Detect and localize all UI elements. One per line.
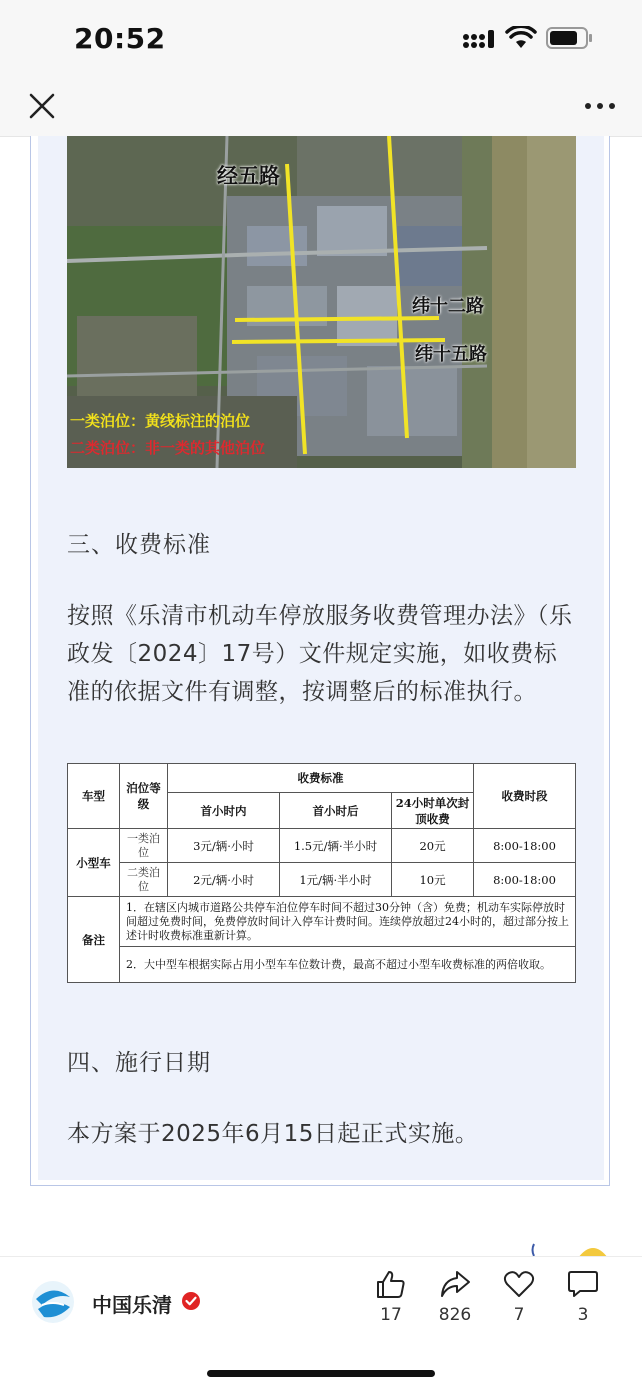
vehicle-small: 小型车 [68,829,120,897]
wifi-icon [505,26,537,50]
cellular-signal-icon [462,28,496,50]
cell-charge-period: 8:00-18:00 [474,863,576,897]
road-label: 经五路 [217,164,280,188]
section-title: 三、收费标准 [67,532,211,558]
like-count: 17 [380,1305,402,1325]
share-arrow-icon [439,1269,471,1299]
cell-after-first-hour: 1元/辆·半小时 [280,863,392,897]
verified-badge-icon [181,1291,201,1311]
remark-item: 2．大中型车根据实际占用小型车车位数计费，最高不超过小型车收费标准的两倍收取。 [120,947,576,983]
header-daily-cap: 24小时单次封顶收费 [392,793,474,829]
thumbs-up-icon [375,1269,407,1299]
favorite-button[interactable] [489,1269,549,1325]
more-options-icon[interactable] [580,92,620,120]
table-row [68,863,576,897]
cell-level: 一类泊位 [120,829,168,863]
battery-icon [546,27,592,49]
status-time: 20:52 [74,22,166,55]
cell-first-hour: 2元/辆·小时 [168,863,280,897]
home-indicator[interactable] [207,1370,435,1377]
comment-bubble-icon [567,1269,599,1299]
cell-charge-period: 8:00-18:00 [474,829,576,863]
like-button[interactable] [361,1269,421,1325]
table-row [68,897,576,947]
paragraph: 本方案于2025年6月15日起正式实施。 [67,1121,479,1147]
share-count: 826 [438,1305,472,1325]
header-vehicle-type: 车型 [68,764,120,829]
road-label: 纬十五路 [415,344,487,365]
top-nav-bar [0,76,642,137]
account-name[interactable]: 中国乐清 [92,1293,172,1317]
header-charge-period: 收费时段 [474,764,576,829]
header-fee-standard: 收费标准 [168,764,474,793]
cell-daily-cap: 10元 [392,863,474,897]
comment-count: 3 [577,1305,589,1325]
header-first-hour: 首小时内 [168,793,280,829]
share-button[interactable] [425,1269,485,1325]
paragraph: 按照《乐清市机动车停放服务收费管理办法》（乐政发〔2024〕17号）文件规定实施，如收费标准的依据文件有调整，按调整后的标准执行。 [67,603,573,705]
heart-icon [503,1269,535,1299]
road-label: 纬十二路 [412,296,484,317]
status-bar [0,0,642,76]
remark-item: 1．在辖区内城市道路公共停车泊位停车时间不超过30分钟（含）免费；机动车实际停放时间超过免费时间，免费停放时间计入停车计费时间。连续停放超过24小时的，超过部分按上述计时收费标准重新计算。 [120,897,576,947]
cell-after-first-hour: 1.5元/辆·半小时 [280,829,392,863]
map-legend-class1: 一类泊位：黄线标注的泊位 [70,412,251,430]
remark-label: 备注 [68,897,120,983]
table-row [68,829,576,863]
cell-level: 二类泊位 [120,863,168,897]
section-title: 四、施行日期 [67,1050,211,1076]
header-parking-level: 泊位等级 [120,764,168,829]
cell-daily-cap: 20元 [392,829,474,863]
header-after-first-hour: 首小时后 [280,793,392,829]
close-icon[interactable] [26,90,58,122]
favorite-count: 7 [513,1305,525,1325]
comment-button[interactable] [553,1269,613,1325]
cell-first-hour: 3元/辆·小时 [168,829,280,863]
table-row [68,947,576,983]
account-logo-icon[interactable] [30,1279,76,1325]
fee-standard-table [67,763,576,983]
map-legend-class2: 二类泊位：非一类的其他泊位 [70,439,266,457]
